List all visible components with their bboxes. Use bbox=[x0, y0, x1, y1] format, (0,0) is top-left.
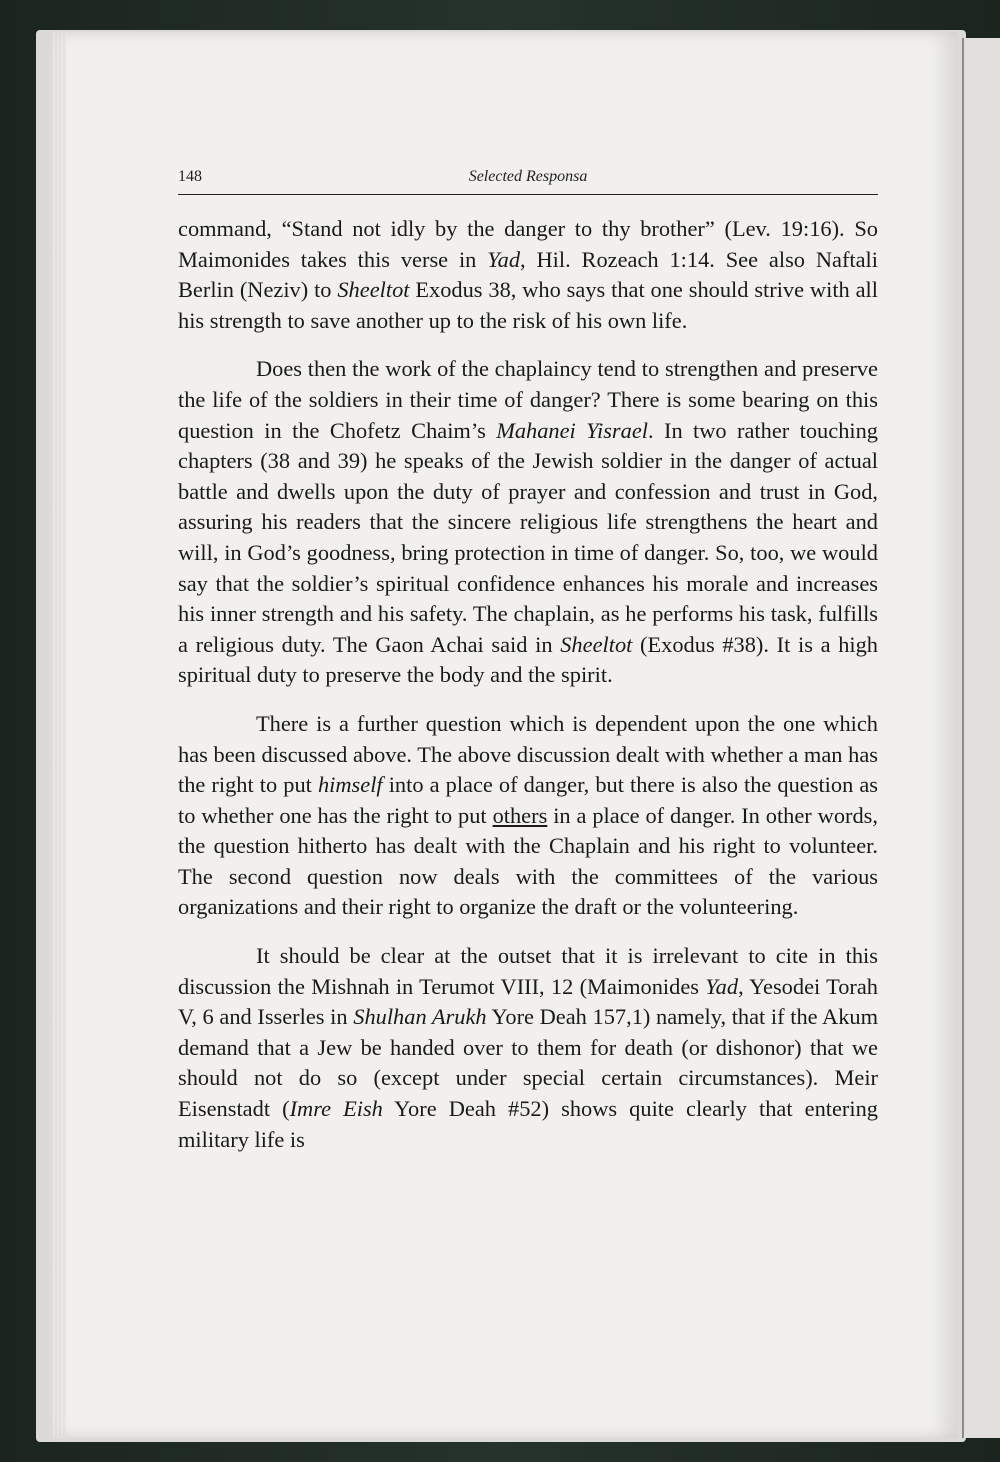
text-run: Does then the work of the chaplaincy tend to strengthen and preserve the life of the soldiers in their time of danger? There is some bearing on this question in the Chofetz Chaim’s bbox=[178, 356, 878, 443]
text-run: , Hil. Rozeach 1:14. See also Naftali Berlin (Neziv) to bbox=[178, 246, 879, 303]
text-run: It should be clear at the outset that it is irrelevant to cite in this discussion the Mishnah in Terumot VIII, 12 (Maimonides bbox=[178, 943, 878, 999]
paragraph-2 bbox=[178, 354, 878, 691]
facing-page-edge bbox=[962, 38, 1000, 1438]
italic-run: Sheeltot bbox=[560, 631, 633, 657]
italic-run: Imre Eish bbox=[289, 1096, 383, 1122]
text-run: . In two rather touching chapters (38 and 39) he speaks of the Jewish soldier in the danger of actual battle and dwells upon the duty of prayer and confession and trust in God, assuring his readers that the sincere religious life strengthens the heart and will, in God’s goodness, bring protection in time of danger. So, too, we would say that the soldier’s spiritual confidence enhances his morale and increases his inner strength and his safety. The chaplain, as he performs his task, fulfills a religious duty. The Gaon Achai said in bbox=[178, 417, 878, 657]
page-number: 148 bbox=[178, 168, 202, 185]
italic-run: Mahanei Yisrael bbox=[496, 417, 648, 443]
text-run: Yore Deah #52) shows quite clearly that entering military life is bbox=[178, 1096, 878, 1152]
text-run: Yore Deah 157,1) namely, that if the Akum demand that a Jew be handed over to them for death (or dishonor) that we should not do so (except under special certain circumstances). Meir Eisenstadt ( bbox=[178, 1004, 879, 1122]
italic-run: Shulhan Arukh bbox=[353, 1004, 487, 1030]
running-title: Selected Responsa bbox=[468, 168, 588, 185]
italic-run: Yad bbox=[487, 246, 521, 272]
text-run: in a place of danger. In other words, the question hitherto has dealt with the Chaplain and his right to volunteer. The second question now deals with the committees of the various organizations and their right to organize the draft or the volunteering. bbox=[178, 802, 878, 920]
paragraph-3 bbox=[178, 709, 878, 923]
text-run: Exodus 38, who says that one should strive with all his strength to save another up to the risk of his own life. bbox=[178, 277, 878, 333]
paragraph-4 bbox=[178, 941, 878, 1155]
body-text bbox=[178, 214, 878, 1155]
page-header bbox=[178, 168, 878, 195]
italic-run: himself bbox=[317, 772, 383, 798]
text-run: , Yesodei Torah V, 6 and Isserles in bbox=[178, 973, 878, 1030]
italic-run: Yad bbox=[705, 973, 739, 999]
underlined-run: others bbox=[492, 802, 548, 828]
text-run: command, “Stand not idly by the danger to thy brother” (Lev. 19:16). So Maimonides takes this verse in bbox=[178, 216, 878, 272]
italic-run: Sheeltot bbox=[337, 277, 410, 303]
text-run: There is a further question which is dependent upon the one which has been discussed above. The above discussion dealt with whether a man has the right to put bbox=[178, 710, 878, 798]
text-run: into a place of danger, but there is also the question as to whether one has the right to put bbox=[178, 772, 878, 828]
text-run: (Exodus #38). It is a high spiritual duty to preserve the body and the spirit. bbox=[178, 631, 879, 688]
paragraph-1 bbox=[178, 214, 878, 336]
